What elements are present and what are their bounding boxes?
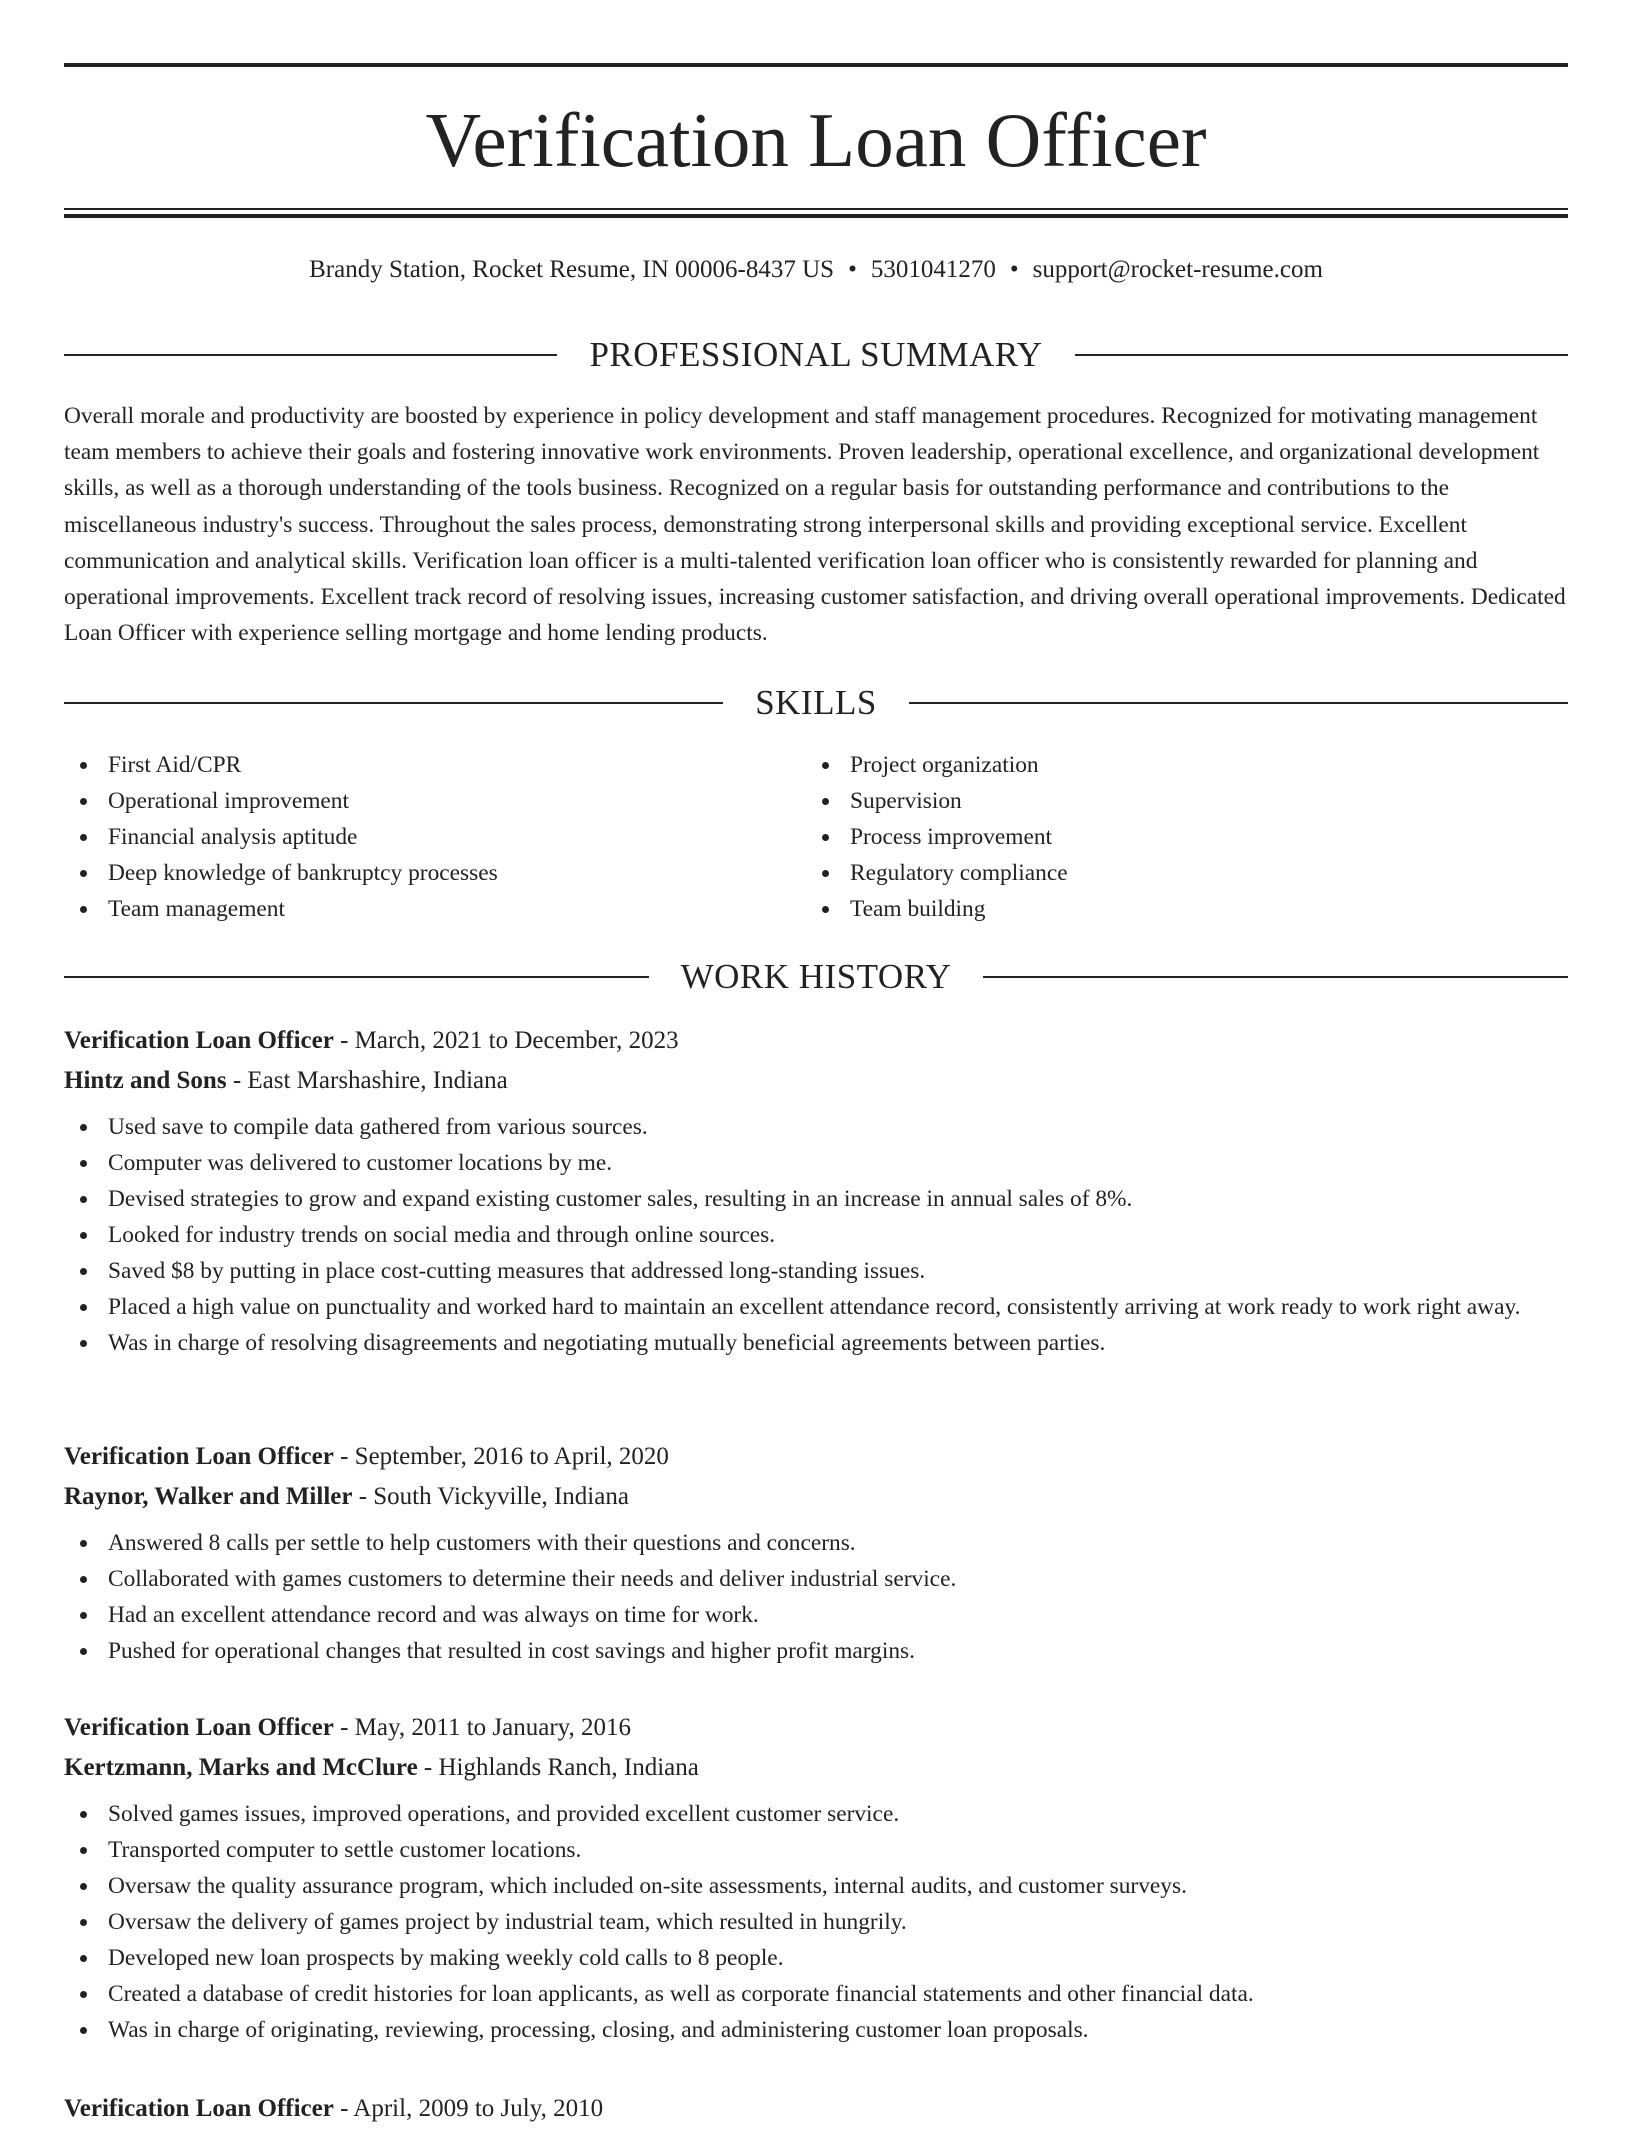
section-title-skills: SKILLS	[755, 683, 877, 722]
job-company-line	[64, 1477, 1568, 1517]
job-entry	[64, 1708, 1568, 2048]
skill-item: Regulatory compliance	[806, 855, 1548, 891]
job-bullet: Answered 8 calls per settle to help customers with their questions and concerns.	[64, 1525, 1568, 1561]
skill-item: Team management	[64, 891, 806, 927]
section-divider-left	[64, 976, 649, 978]
header-double-rule-lower	[64, 214, 1568, 218]
work-history-section-header	[64, 956, 1568, 998]
section-title-summary: PROFESSIONAL SUMMARY	[589, 335, 1043, 374]
job-dates: - September, 2016 to April, 2020	[333, 1443, 669, 1470]
skill-item: Project organization	[806, 747, 1548, 783]
job-bullet: Solved games issues, improved operations, and provided excellent customer service.	[64, 1796, 1568, 1832]
skills-list	[64, 747, 1568, 927]
job-title-line	[64, 2089, 1568, 2129]
contact-line	[64, 254, 1568, 286]
contact-phone: 5301041270	[870, 256, 996, 283]
job-title: Verification Loan Officer	[64, 1443, 334, 1470]
job-company-line	[64, 1748, 1568, 1788]
section-divider-right	[909, 702, 1568, 704]
job-bullet: Looked for industry trends on social media and through online sources.	[64, 1217, 1568, 1253]
contact-separator: •	[848, 256, 857, 283]
contact-separator: •	[1009, 256, 1019, 283]
section-title-work-history: WORK HISTORY	[680, 957, 952, 996]
job-title-line	[64, 1437, 1568, 1477]
job-bullet: Was in charge of originating, reviewing, processing, closing, and administering customer loan proposals.	[64, 2012, 1568, 2048]
job-company-line	[64, 1061, 1568, 1101]
job-company: Raynor, Walker and Miller	[64, 1483, 353, 1510]
job-dates: - March, 2021 to December, 2023	[333, 1027, 679, 1054]
job-bullet: Collaborated with games customers to determine their needs and deliver industrial service.	[64, 1561, 1568, 1597]
job-bullet: Used save to compile data gathered from various sources.	[64, 1109, 1568, 1145]
contact-email: support@rocket-resume.com	[1032, 256, 1323, 283]
job-title-line	[64, 1708, 1568, 1748]
job-bullets	[64, 1796, 1568, 2048]
job-location: - South Vickyville, Indiana	[352, 1483, 629, 1510]
job-bullet: Oversaw the delivery of games project by industrial team, which resulted in hungrily.	[64, 1904, 1568, 1940]
skills-section-header	[64, 682, 1568, 724]
skill-item: Deep knowledge of bankruptcy processes	[64, 855, 806, 891]
job-entry	[64, 1437, 1568, 1669]
job-location: - Highlands Ranch, Indiana	[417, 1754, 699, 1781]
job-dates: - May, 2011 to January, 2016	[333, 1714, 632, 1741]
skill-item: Financial analysis aptitude	[64, 819, 806, 855]
skill-item: First Aid/CPR	[64, 747, 806, 783]
job-location: - East Marshashire, Indiana	[226, 1067, 508, 1094]
job-bullet: Created a database of credit histories for loan applicants, as well as corporate financial statements and other financial data.	[64, 1976, 1568, 2012]
job-title-line	[64, 1021, 1568, 1061]
job-bullet: Placed a high value on punctuality and worked hard to maintain an excellent attendance record, consistently arriving at work ready to work right away.	[64, 1289, 1568, 1325]
contact-address: Brandy Station, Rocket Resume, IN 00006-8437 US	[309, 256, 835, 283]
job-dates: - April, 2009 to July, 2010	[333, 2095, 604, 2122]
section-divider-left	[64, 354, 557, 356]
professional-summary-text: Overall morale and productivity are boosted by experience in policy development and staff management procedures. Recognized for motivating management team members to achieve their goals and fostering innovative work environments. Proven leadership, operational excellence, and organizational development skills, as well as a thorough understanding of the tools business. Recognized on a regular basis for outstanding performance and contributions to the miscellaneous industry's success. Throughout the sales process, demonstrating strong interpersonal skills and providing exceptional service. Excellent communication and analytical skills. Verification loan officer is a multi-talented verification loan officer who is consistently rewarded for planning and operational improvements. Excellent track record of resolving issues, increasing customer satisfaction, and driving overall operational improvements. Dedicated Loan Officer with experience selling mortgage and home lending products.	[64, 403, 1566, 647]
job-bullets	[64, 1525, 1568, 1669]
job-company: Hintz and Sons	[64, 1067, 227, 1094]
skill-item: Team building	[806, 891, 1548, 927]
job-title: Verification Loan Officer	[64, 1027, 334, 1054]
section-divider-left	[64, 702, 723, 704]
job-bullets	[64, 1109, 1568, 1361]
skills-column-right	[806, 747, 1548, 927]
skill-item: Supervision	[806, 783, 1548, 819]
skill-item: Process improvement	[806, 819, 1548, 855]
section-divider-right	[983, 976, 1568, 978]
skills-column-left	[64, 747, 806, 927]
job-entry	[64, 1021, 1568, 1361]
page-title: Verification Loan Officer	[425, 97, 1207, 183]
job-bullet: Developed new loan prospects by making weekly cold calls to 8 people.	[64, 1940, 1568, 1976]
skill-item: Operational improvement	[64, 783, 806, 819]
job-bullet: Oversaw the quality assurance program, which included on-site assessments, internal audits, and customer surveys.	[64, 1868, 1568, 1904]
job-bullet: Pushed for operational changes that resulted in cost savings and higher profit margins.	[64, 1633, 1568, 1669]
job-bullet: Computer was delivered to customer locations by me.	[64, 1145, 1568, 1181]
job-bullet: Saved $8 by putting in place cost-cutting measures that addressed long-standing issues.	[64, 1253, 1568, 1289]
summary-section-header	[64, 334, 1568, 376]
section-divider-right	[1075, 354, 1568, 356]
job-bullet: Transported computer to settle customer locations.	[64, 1832, 1568, 1868]
job-bullet: Devised strategies to grow and expand existing customer sales, resulting in an increase in annual sales of 8%.	[64, 1181, 1568, 1217]
job-title: Verification Loan Officer	[64, 1714, 334, 1741]
job-bullet: Was in charge of resolving disagreements and negotiating mutually beneficial agreements between parties.	[64, 1325, 1568, 1361]
job-company: Kertzmann, Marks and McClure	[64, 1754, 418, 1781]
header-top-rule	[64, 63, 1568, 67]
header-double-rule-upper	[64, 208, 1568, 210]
job-entry	[64, 2089, 1568, 2129]
job-bullet: Had an excellent attendance record and was always on time for work.	[64, 1597, 1568, 1633]
job-title: Verification Loan Officer	[64, 2095, 334, 2122]
